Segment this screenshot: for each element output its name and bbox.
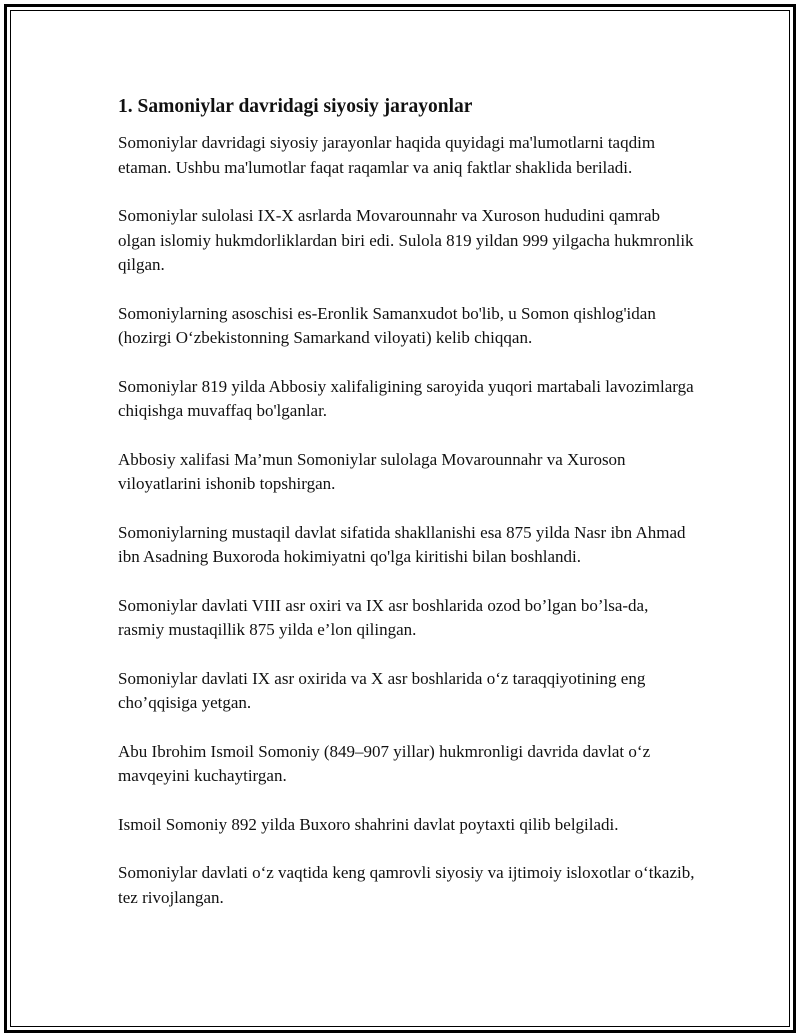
paragraph-4: Somoniylar 819 yilda Abbosiy xalifaligining saroyida yuqori martabali lavozimlarga chiqishga muvaffaq bo'lganlar.: [118, 376, 694, 420]
paragraph-10: Ismoil Somoniy 892 yilda Buxoro shahrini davlat poytaxti qilib belgiladi.: [118, 814, 619, 834]
paragraph-6: Somoniylarning mustaqil davlat sifatida shakllanishi esa 875 yilda Nasr ibn Ahmad ibn Asadning Buxoroda hokimiyatni qo'lga kiritishi bilan boshlandi.: [118, 522, 686, 566]
paragraph-1: Somoniylar davridagi siyosiy jarayonlar haqida quyidagi ma'lumotlarni taqdim etaman. Ushbu ma'lumotlar faqat raqamlar va aniq faktlar shaklida beriladi.: [118, 133, 656, 177]
paragraph-3: Somoniylarning asoschisi es-Eronlik Samanxudot bo'lib, u Somon qishlog'idan (hozirgi O‘zbekistonning Samarkand viloyati) kelib chiqqan.: [118, 303, 656, 347]
document-body: [118, 95, 698, 934]
paragraph-9: Abu Ibrohim Ismoil Somoniy (849–907 yillar) hukmronligi davrida davlat o‘z mavqeyini kuchaytirgan.: [118, 741, 651, 785]
paragraph-5: Abbosiy xalifasi Ma’mun Somoniylar sulolaga Movarounnahr va Xuroson viloyatlarini ishonib topshirgan.: [118, 449, 626, 493]
paragraph-7: Somoniylar davlati VIII asr oxiri va IX asr boshlarida ozod bo’lgan bo’lsa-da, rasmiy mustaqillik 875 yilda e’lon qilingan.: [118, 595, 649, 639]
paragraph-11: Somoniylar davlati o‘z vaqtida keng qamrovli siyosiy va ijtimoiy isloxotlar o‘tkazib, tez rivojlangan.: [118, 863, 695, 907]
paragraph-8: Somoniylar davlati IX asr oxirida va X asr boshlarida o‘z taraqqiyotining eng cho’qqisiga yetgan.: [118, 668, 646, 712]
paragraph-2: Somoniylar sulolasi IX-X asrlarda Movarounnahr va Xuroson hududini qamrab olgan islomiy hukmdorliklardan biri edi. Sulola 819 yildan 999 yilgacha hukmronlik qilgan.: [118, 206, 694, 274]
section-heading: 1. Samoniylar davridagi siyosiy jarayonlar: [118, 96, 473, 117]
